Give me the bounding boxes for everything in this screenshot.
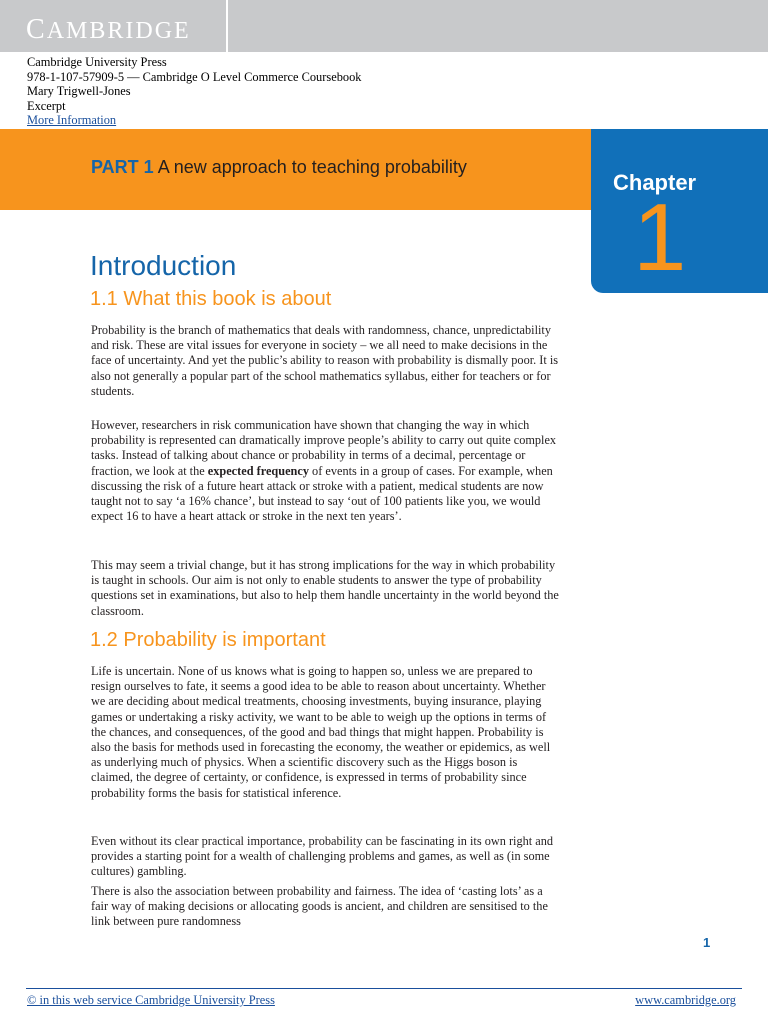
publisher: Cambridge University Press <box>27 55 167 69</box>
copyright-link[interactable]: © in this web service Cambridge University Press <box>27 993 275 1007</box>
part-number: PART 1 <box>91 157 154 177</box>
paragraph-text: However, researchers in risk communication have shown that changing the way in which probability is represented can dramatically improve people’s ability to carry out quite complex tasks. Instead of talking about chance or probability in terms of a decimal, percentage or fraction, we look at the <box>91 418 557 478</box>
author: Mary Trigwell-Jones <box>27 84 131 98</box>
section-2-paragraph-1: Life is uncertain. None of us knows what is going to happen so, unless we are prepared to resign ourselves to fate, it seems a good idea to be able to reason about uncertainty. Whether we are deciding about medical treatments, choosing investments, buying insurance, playing games or undertaking a risky activity, we want to be able to weigh up the options in terms of the chances, and consequences, of the good and bad things that might happen. Probability is also the basis for methods used in forecasting the economy, the weather or epidemics, as well as underlying much of physics. When a scientific discovery such as the Higgs boson is claimed, the degree of certainty, or confidence, is expressed in terms of probability since probability forms the basis for statistical inference. <box>91 664 551 800</box>
section-1-paragraph-3: This may seem a trivial change, but it has strong implications for the way in which probability is taught in schools. Our aim is not only to enable students to answer the type of probability questions set in examinations, but also to help them handle uncertainty in the world beyond the classroom. <box>91 558 559 618</box>
section-1-heading: 1.1 What this book is about <box>90 288 332 310</box>
cambridge-logo: CAMBRIDGE <box>26 14 191 45</box>
excerpt-label: Excerpt <box>27 98 66 113</box>
header-bar <box>0 0 768 52</box>
more-information-link[interactable]: More Information <box>27 113 117 127</box>
section-2-heading: 1.2 Probability is important <box>90 629 326 651</box>
header-divider <box>226 0 228 52</box>
section-2-paragraph-3: There is also the association between probability and fairness. The idea of ‘casting lots’ as a fair way of making decisions or allocating goods is ancient, and children are sensitised to the link between pure randomness <box>91 884 548 929</box>
isbn-title: 978-1-107-57909-5 — Cambridge O Level Commerce Coursebook <box>27 69 362 84</box>
chapter-number: 1 <box>633 184 687 291</box>
website-link[interactable]: www.cambridge.org <box>635 993 736 1007</box>
part-heading <box>91 157 467 178</box>
section-1-paragraph-1: Probability is the branch of mathematics that deals with randomness, chance, unpredictability and risk. These are vital issues for everyone in society – we all need to make decisions in the face of uncertainty. And yet the public’s ability to reason with probability is dismally poor. It is also not generally a popular part of the school mathematics syllabus, either for teachers or for students. <box>91 323 559 398</box>
paragraph-text: of events in a group of cases. For example, when discussing the risk of a future heart attack or stroke with a patient, medical students are now taught not to say ‘a 16% chance’, but instead to say ‘out of 100 patients like you, we would expect 16 to have a heart attack or stroke in the next ten years’. <box>91 463 553 524</box>
chapter-label: Chapter <box>613 170 697 195</box>
page-title: Introduction <box>90 250 237 281</box>
page-number: 1 <box>703 935 711 950</box>
section-1-paragraph-2 <box>91 418 561 524</box>
part-title: A new approach to teaching probability <box>157 157 467 177</box>
book-metadata <box>27 55 361 128</box>
section-2-paragraph-2: Even without its clear practical importance, probability can be fascinating in its own right and provides a starting point for a wealth of challenging problems and games, as well as (in some cultures) gambling. <box>91 834 554 879</box>
bold-term: expected frequency <box>207 463 309 478</box>
footer-divider <box>26 988 742 989</box>
